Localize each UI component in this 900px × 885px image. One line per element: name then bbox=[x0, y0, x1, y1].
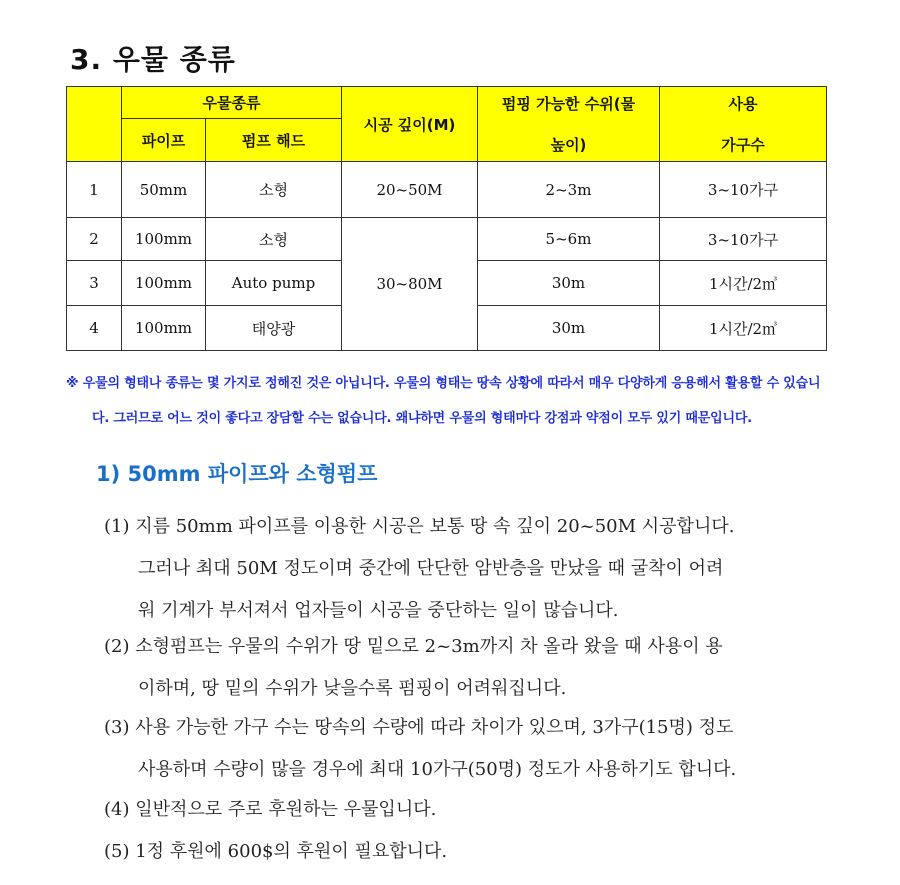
header-number bbox=[67, 87, 122, 162]
header-well-type: 우물종류 bbox=[122, 87, 342, 119]
paragraph-5: (5) 1정 후원에 600$의 후원이 필요합니다. bbox=[104, 841, 448, 862]
subsection-title: 1) 50mm 파이프와 소형펌프 bbox=[96, 462, 378, 486]
row-pipe: 100mm bbox=[122, 218, 206, 261]
row-level: 5~6m bbox=[478, 218, 660, 261]
row-pump: 태양광 bbox=[206, 306, 342, 351]
row-pipe: 100mm bbox=[122, 306, 206, 351]
row-level: 30m bbox=[478, 306, 660, 351]
row-pipe: 50mm bbox=[122, 162, 206, 218]
row-pump: 소형 bbox=[206, 218, 342, 261]
paragraph-4: (4) 일반적으로 주로 후원하는 우물입니다. bbox=[104, 799, 437, 820]
table-row bbox=[67, 162, 827, 218]
row-depth: 20~50M bbox=[342, 162, 478, 218]
row-households: 3~10가구 bbox=[660, 162, 827, 218]
table-row bbox=[67, 218, 827, 261]
row-number: 1 bbox=[67, 162, 122, 218]
header-pipe: 파이프 bbox=[122, 119, 206, 162]
table-header-row bbox=[67, 87, 827, 119]
row-households: 1시간/2㎥ bbox=[660, 261, 827, 306]
row-depth: 30~80M bbox=[342, 218, 478, 351]
paragraph-1: (1) 지름 50mm 파이프를 이용한 시공은 보통 땅 속 깊이 20~50M 시공합니다. 그러나 최대 50M 정도이며 중간에 단단한 암반층을 만났을 때 굴착이 어려 워 기계가 부서져서 업자들이 시공을 중단하는 일이 많습니다. bbox=[104, 516, 735, 621]
row-number: 4 bbox=[67, 306, 122, 351]
note-line-1: ※ 우물의 형태나 종류는 몇 가지로 정해진 것은 아닙니다. 우물의 형태는 땅속 상황에 따라서 매우 다양하게 응용해서 활용할 수 있습니 bbox=[66, 376, 821, 391]
header-depth: 시공 깊이(M) bbox=[342, 87, 478, 162]
row-number: 2 bbox=[67, 218, 122, 261]
row-pipe: 100mm bbox=[122, 261, 206, 306]
row-number: 3 bbox=[67, 261, 122, 306]
section-title: 3. 우물 종류 bbox=[70, 43, 236, 76]
header-pump-head: 펌프 해드 bbox=[206, 119, 342, 162]
row-households: 1시간/2㎥ bbox=[660, 306, 827, 351]
note-line-2: 다. 그러므로 어느 것이 좋다고 장담할 수는 없습니다. 왜냐하면 우물의 형태마다 강점과 약점이 모두 있기 때문입니다. bbox=[92, 411, 752, 426]
well-types-table bbox=[66, 86, 827, 351]
paragraph-3: (3) 사용 가능한 가구 수는 땅속의 수량에 따라 차이가 있으며, 3가구(15명) 정도 사용하며 수량이 많을 경우에 최대 10가구(50명) 정도가 사용하기도 합니다. bbox=[104, 717, 737, 780]
row-level: 2~3m bbox=[478, 162, 660, 218]
row-pump: 소형 bbox=[206, 162, 342, 218]
row-households: 3~10가구 bbox=[660, 218, 827, 261]
row-pump: Auto pump bbox=[206, 261, 342, 306]
paragraph-2: (2) 소형펌프는 우물의 수위가 땅 밑으로 2~3m까지 차 올라 왔을 때 사용이 용 이하며, 땅 밑의 수위가 낮을수록 펌핑이 어려워집니다. bbox=[104, 636, 723, 699]
header-households: 사용 가구수 bbox=[660, 87, 827, 162]
row-level: 30m bbox=[478, 261, 660, 306]
header-pumpable-level: 펌핑 가능한 수위(물 높이) bbox=[478, 87, 660, 162]
